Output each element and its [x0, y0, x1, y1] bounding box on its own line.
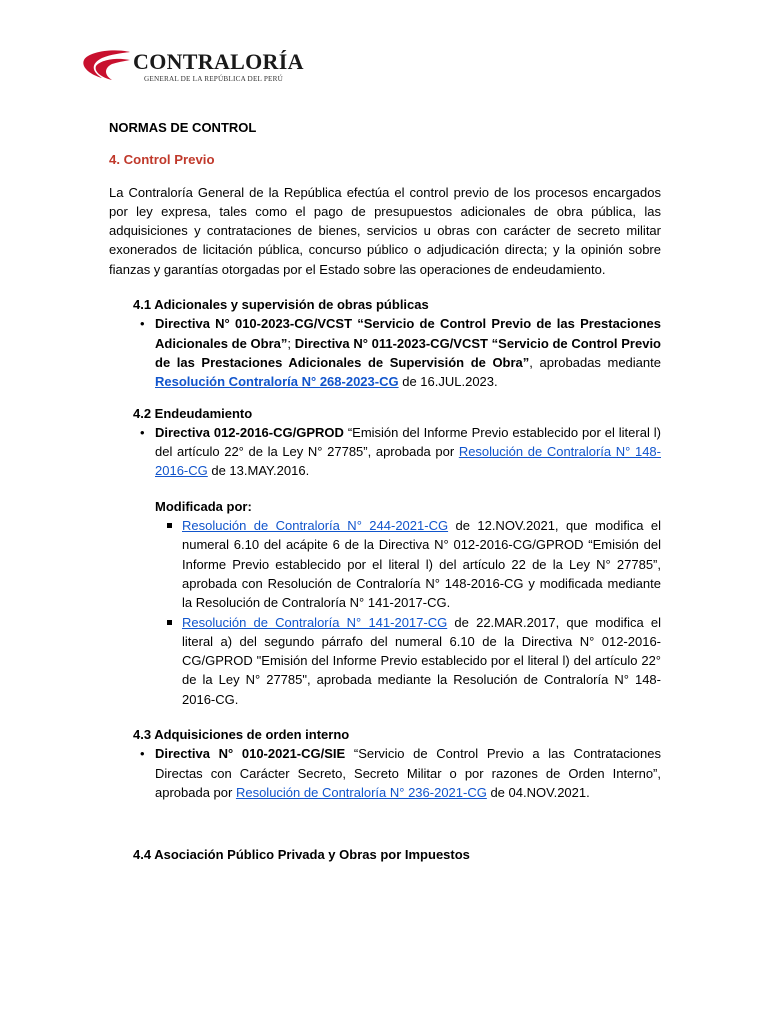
- subsection-4-1-title: 4.1 Adicionales y supervisión de obras públicas: [133, 297, 429, 313]
- modifications-list: [155, 516, 661, 709]
- approval-text: , aprobadas mediante: [529, 354, 661, 370]
- separator: ;: [287, 335, 295, 351]
- directive-011-2023: Directiva N° 011-2023-CG/VCST “Servicio de Control Previo de las Prestaciones Adicionales de Supervisión de Obra”: [155, 335, 661, 370]
- directive-010-2023: Directiva N° 010-2023-CG/VCST “Servicio de Control Previo de las Prestaciones Adicionales de Obra”: [155, 316, 661, 351]
- directive-012-2016: Directiva 012-2016-CG/GPROD: [155, 424, 344, 440]
- subsection-4-3-title: 4.3 Adquisiciones de orden interno: [133, 727, 350, 743]
- logo-swoosh-icon: [80, 46, 134, 86]
- list-item: [109, 744, 661, 802]
- date-text: de 04.NOV.2021.: [486, 784, 590, 800]
- resolution-244-2021-link[interactable]: Resolución de Contraloría N° 244-2021-CG: [182, 518, 449, 534]
- subsection-4-4-title: 4.4 Asociación Público Privada y Obras por Impuestos: [133, 847, 470, 863]
- directive-description: “Servicio de Control Previo a las Contrataciones Directas con Carácter Secreto, Secreto Militar o por razones de Orden Interno”, aprobada por: [155, 746, 661, 800]
- resolution-268-2023-link[interactable]: Resolución Contraloría N° 268-2023-CG: [155, 374, 399, 390]
- section-title: 4. Control Previo: [109, 152, 215, 168]
- subsection-4-2-list: [109, 423, 661, 709]
- list-item: [155, 613, 661, 709]
- list-item: [155, 516, 661, 612]
- modification-text: de 12.NOV.2021, que modifica el numeral 6.10 del acápite 6 de la Directiva N° 012-2016-CG/GPROD “Emisión del Informe Previo establecido por el literal l) del artículo 22 de la Ley N° 27785”, aprobada con Resolución de Contraloría N° 148-2016-CG y modificada mediante la Resolución de Contraloría N° 141-2017-CG.: [182, 518, 661, 611]
- resolution-236-2021-link[interactable]: Resolución de Contraloría N° 236-2021-CG: [235, 784, 487, 800]
- date-text: de 13.MAY.2016.: [207, 463, 310, 479]
- logo-title: CONTRALORÍA: [133, 49, 304, 74]
- resolution-148-2016-link[interactable]: Resolución de Contraloría N° 148-2016-CG: [155, 444, 661, 479]
- modified-by-label: Modificada por:: [155, 498, 252, 514]
- date-text: de 16.JUL.2023.: [398, 374, 498, 390]
- logo-subtitle: GENERAL DE LA REPÚBLICA DEL PERÚ: [144, 75, 284, 83]
- subsection-4-1-list: [109, 314, 661, 391]
- document-heading: NORMAS DE CONTROL: [109, 120, 257, 135]
- list-item: [109, 423, 661, 709]
- contraloria-logo: [80, 44, 304, 90]
- subsection-4-2-title: 4.2 Endeudamiento: [133, 405, 253, 421]
- document-body: [109, 112, 661, 865]
- subsection-4-3-list: [109, 744, 661, 802]
- resolution-141-2017-link[interactable]: Resolución de Contraloría N° 141-2017-CG: [182, 614, 448, 630]
- intro-paragraph: La Contraloría General de la República efectúa el control previo de los procesos encargados por ley expresa, tales como el pago de presupuestos adicionales de obra pública, las adquisiciones y contrataciones de bienes, servicios u obras con carácter de secreto militar exonerados de licitación pública, concurso público o adjudicación directa; y la opinión sobre fianzas y garantías otorgadas por el Estado sobre las operaciones de endeudamiento.: [109, 184, 661, 277]
- directive-010-2021: Directiva N° 010-2021-CG/SIE: [155, 746, 346, 762]
- directive-description: “Emisión del Informe Previo establecido por el literal l) del artículo 22° de la Ley N° 27785”, aprobada por: [155, 424, 661, 460]
- list-item: [109, 314, 661, 391]
- modification-text: de 22.MAR.2017, que modifica el literal a) del segundo párrafo del numeral 6.10 de la Directiva N° 012-2016-CG/GPROD "Emisión del Informe Previo establecido por el literal l) del artículo 22° de la Ley N° 27785", aprobada mediante la Resolución de Contraloría N° 148-2016-CG.: [182, 614, 661, 707]
